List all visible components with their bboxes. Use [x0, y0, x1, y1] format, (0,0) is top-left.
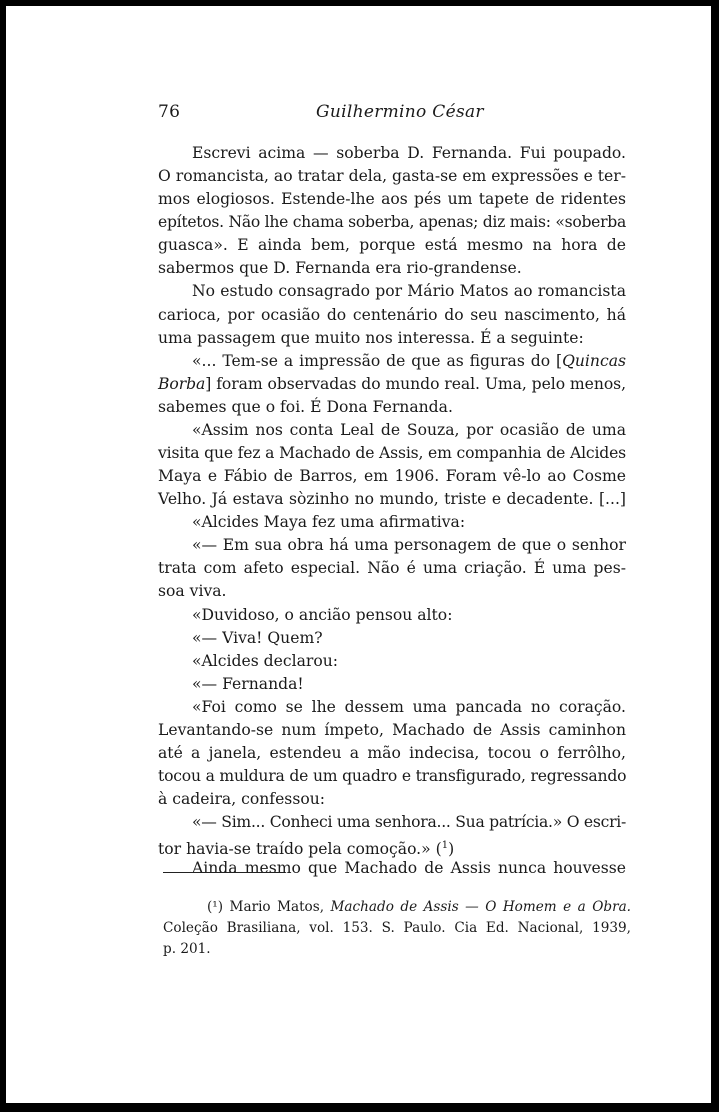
text-line: Maya e Fábio de Barros, em 1906. Foram vê-lo ao Cosme — [158, 467, 626, 486]
book-title-italic: Quincas — [562, 351, 626, 370]
body-text — [158, 142, 626, 881]
footnote-divider — [163, 872, 284, 873]
footnote-reference: 1 — [441, 840, 449, 852]
text-line: carioca, por ocasião do centenário do seu nascimento, há — [158, 305, 626, 324]
text-line — [158, 373, 626, 396]
text-line: Levantando-se num ímpeto, Machado de Assis caminhon — [158, 720, 626, 739]
footnote-line: Coleção Brasiliana, vol. 153. S. Paulo. Cia Ed. Nacional, 1939, — [163, 920, 631, 936]
text-line: «Alcides declarou: — [192, 651, 339, 670]
text-line: Velho. Já estava sòzinho no mundo, triste e decadente. [...] — [158, 490, 626, 509]
footnote-marker: (¹) — [207, 899, 224, 915]
text-segment: tor havia-se traído pela comoção.» ( — [158, 840, 442, 859]
text-line: No estudo consagrado por Mário Matos ao romancista — [192, 282, 626, 301]
text-line: sabemes que o foi. É Dona Fernanda. — [158, 397, 453, 416]
text-segment: ] foram observadas do mundo real. Uma, pelo menos, — [205, 374, 626, 393]
text-line: uma passagem que muito nos interessa. É a seguinte: — [158, 328, 584, 347]
running-head: Guilhermino César — [316, 102, 484, 122]
text-line: «— Sim... Conheci uma senhora... Sua patrícia.» O escri- — [192, 813, 626, 832]
text-line: sabermos que D. Fernanda era rio-grandense. — [158, 259, 522, 278]
text-line: Ainda mesmo que Machado de Assis nunca houvesse — [192, 859, 626, 878]
text-line: tocou a muldura de um quadro e transfigurado, regressando — [158, 767, 627, 786]
footnote-title: Machado de Assis — O Homem e a Obra. — [330, 899, 631, 915]
text-segment: «... Tem-se a impressão de que as figuras do [ — [192, 351, 563, 370]
text-line: «— Fernanda! — [192, 674, 304, 693]
text-line: «— Em sua obra há uma personagem de que o senhor — [192, 536, 626, 555]
text-line: até a janela, estendeu a mão indecisa, tocou o ferrôlho, — [158, 744, 626, 763]
footnote-line — [163, 897, 631, 918]
book-page — [6, 6, 711, 1103]
text-line: «Duvidoso, o ancião pensou alto: — [192, 605, 453, 624]
book-title-italic: Borba — [158, 374, 206, 393]
page-number: 76 — [158, 102, 181, 122]
text-line: soa viva. — [158, 582, 227, 601]
text-line: «Assim nos conta Leal de Souza, por ocasião de uma — [192, 420, 626, 439]
text-line: epítetos. Não lhe chama soberba, apenas; diz mais: «soberba — [158, 213, 626, 232]
text-line: «— Viva! Quem? — [192, 628, 323, 647]
text-line: à cadeira, confessou: — [158, 790, 326, 809]
footnote-line: p. 201. — [163, 941, 211, 957]
text-line: mos elogiosos. Estende-lhe aos pés um tapete de ridentes — [158, 190, 626, 209]
footnote-author: Mario Matos, — [229, 899, 325, 915]
text-line: trata com afeto especial. Não é uma criação. É uma pes- — [158, 559, 626, 578]
text-line: «Alcides Maya fez uma afirmativa: — [192, 513, 466, 532]
text-line: Escrevi acima — soberba D. Fernanda. Fui poupado. — [192, 144, 626, 162]
text-line: guasca». E ainda bem, porque está mesmo na hora de — [158, 236, 626, 255]
text-line: visita que fez a Machado de Assis, em companhia de Alcides — [158, 444, 626, 463]
text-segment: ) — [448, 840, 455, 859]
text-line — [158, 834, 626, 857]
text-line — [158, 350, 626, 373]
text-line: «Foi como se lhe dessem uma pancada no coração. — [192, 697, 626, 716]
text-line: O romancista, ao tratar dela, gasta-se em expressões e ter- — [158, 167, 626, 186]
footnote — [163, 897, 631, 960]
